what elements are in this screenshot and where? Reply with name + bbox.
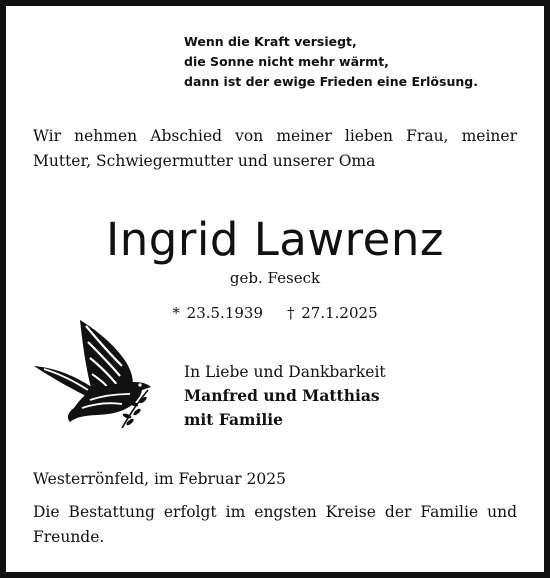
family-line: In Liebe und Dankbarkeit [184, 363, 386, 381]
poem-line: Wenn die Kraft versiegt, [184, 34, 357, 49]
birth-date: * 23.5.1939 [172, 304, 263, 322]
family-line: mit Familie [184, 410, 283, 429]
poem [184, 32, 478, 92]
poem-line: die Sonne nicht mehr wärmt, [184, 54, 389, 69]
death-date: † 27.1.2025 [287, 304, 378, 322]
dove-with-olive-branch-icon [30, 318, 155, 428]
family-signature [184, 360, 386, 432]
farewell-text: Wir nehmen Abschied von meiner lieben Frau, meiner Mutter, Schwiegermutter und unserer Oma [33, 127, 517, 170]
maiden-name: geb. Feseck [229, 269, 321, 287]
burial-note: Die Bestattung erfolgt im engsten Kreise der Familie und Freunde. [33, 503, 517, 546]
poem-line: dann ist der ewige Frieden eine Erlösung. [184, 74, 478, 89]
place-and-date: Westerrönfeld, im Februar 2025 [33, 470, 286, 488]
family-line: Manfred und Matthias [184, 386, 380, 405]
deceased-name: Ingrid Lawrenz [105, 213, 445, 266]
